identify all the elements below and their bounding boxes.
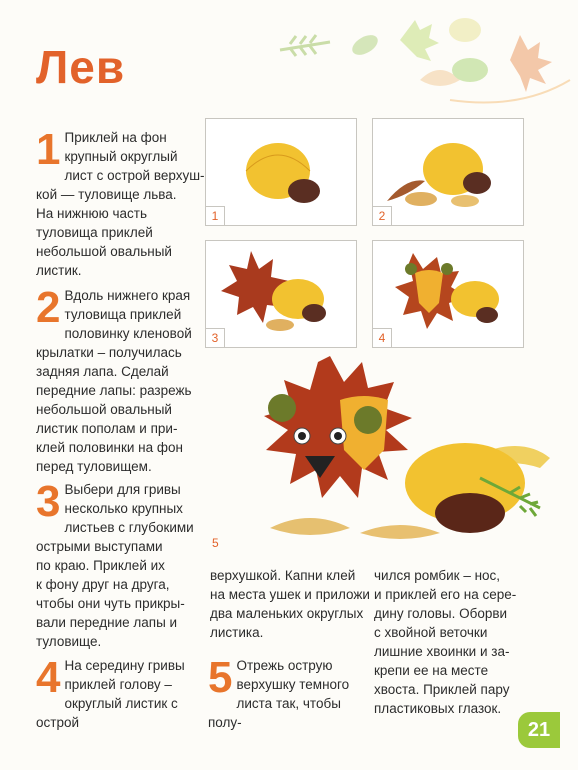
step-line: половинку кленовой (64, 326, 192, 341)
column-2-text (210, 566, 370, 642)
text-line: с хвойной веточки (374, 625, 488, 640)
step-line: небольшой овальный (36, 244, 172, 259)
step-line: На середину гривы (64, 658, 185, 673)
text-line: верхушкой. Капни клей (210, 568, 356, 583)
page-number-badge: 21 (518, 712, 560, 748)
text-line: листика. (210, 625, 264, 640)
step-line: вали передние лапы и (36, 615, 178, 630)
step-line: туловища приклей (36, 225, 153, 240)
page-title: Лев (36, 41, 126, 93)
step-line: задняя лапа. Сделай (36, 364, 169, 379)
step-line: листьев с глубокими (64, 520, 194, 535)
step-number: 3 (36, 477, 61, 526)
step-line: к фону друг на друга, (36, 577, 170, 592)
leaves-decoration (270, 0, 578, 110)
text-line: лишние хвоинки и за- (374, 644, 510, 659)
text-line: на места ушек и приложи (210, 587, 370, 602)
frame-label: 4 (373, 328, 392, 347)
step-image-1 (205, 118, 357, 226)
step-1 (36, 125, 206, 280)
step-line: листик. (36, 263, 82, 278)
step-3 (36, 477, 206, 651)
text-line: хвоста. Приклей пару (374, 682, 510, 697)
step-5 (208, 653, 368, 732)
text-line: пластиковых глазок. (374, 701, 502, 716)
step-number: 2 (36, 283, 61, 332)
leaf-head-illustration (373, 241, 523, 347)
step-line: крылатки – получилась (36, 345, 182, 360)
step-line: Отрежь острую (236, 658, 333, 673)
lion-final-illustration (210, 348, 560, 558)
step-line: верхушку темного (236, 677, 350, 692)
step-number: 5 (208, 653, 233, 702)
frame-label: 1 (206, 206, 225, 225)
step-number: 1 (36, 125, 61, 174)
step-line: На нижнюю часть (36, 206, 147, 221)
step-line: туловища приклей (64, 307, 182, 322)
step-line: кой — туловище льва. (36, 187, 177, 202)
step-line: крупный округлый (64, 149, 178, 164)
step-line: небольшой овальный (36, 402, 172, 417)
step-line: листа так, чтобы полу- (208, 696, 341, 730)
step-line: листик пополам и при- (36, 421, 178, 436)
step-line: передние лапы: разрежь (36, 383, 192, 398)
leaf-body-illustration (206, 119, 356, 225)
frame-label: 2 (373, 206, 392, 225)
text-line: крепи ее на месте (374, 663, 489, 678)
step-4 (36, 653, 206, 732)
step-line: острыми выступами (36, 539, 163, 554)
step-image-2 (372, 118, 524, 226)
step-line: клей половинки на фон (36, 440, 183, 455)
step-line: округлый листик с острой (36, 696, 178, 730)
column-3-text (374, 566, 544, 718)
step-image-4 (372, 240, 524, 348)
text-line: чился ромбик – нос, (374, 568, 501, 583)
step-image-3 (205, 240, 357, 348)
step-line: несколько крупных (64, 501, 183, 516)
leaf-paws-illustration (373, 119, 523, 225)
step-line: по краю. Приклей их (36, 558, 165, 573)
step-line: приклей голову – (64, 677, 172, 692)
step-line: лист с острой верхуш- (64, 168, 205, 183)
text-line: два маленьких округлых (210, 606, 364, 621)
leaf-mane-illustration (206, 241, 356, 347)
step-line: чтобы они чуть прикры- (36, 596, 185, 611)
final-image-label: 5 (212, 536, 219, 550)
step-line: туловище. (36, 634, 102, 649)
frame-label: 3 (206, 328, 225, 347)
step-line: перед туловищем. (36, 459, 152, 474)
step-line: Выбери для гривы (64, 482, 181, 497)
step-2 (36, 283, 206, 476)
text-line: дину головы. Оборви (374, 606, 508, 621)
step-line: Приклей на фон (64, 130, 167, 145)
text-line: и приклей его на сере- (374, 587, 517, 602)
step-line: Вдоль нижнего края (64, 288, 191, 303)
step-number: 4 (36, 653, 61, 702)
